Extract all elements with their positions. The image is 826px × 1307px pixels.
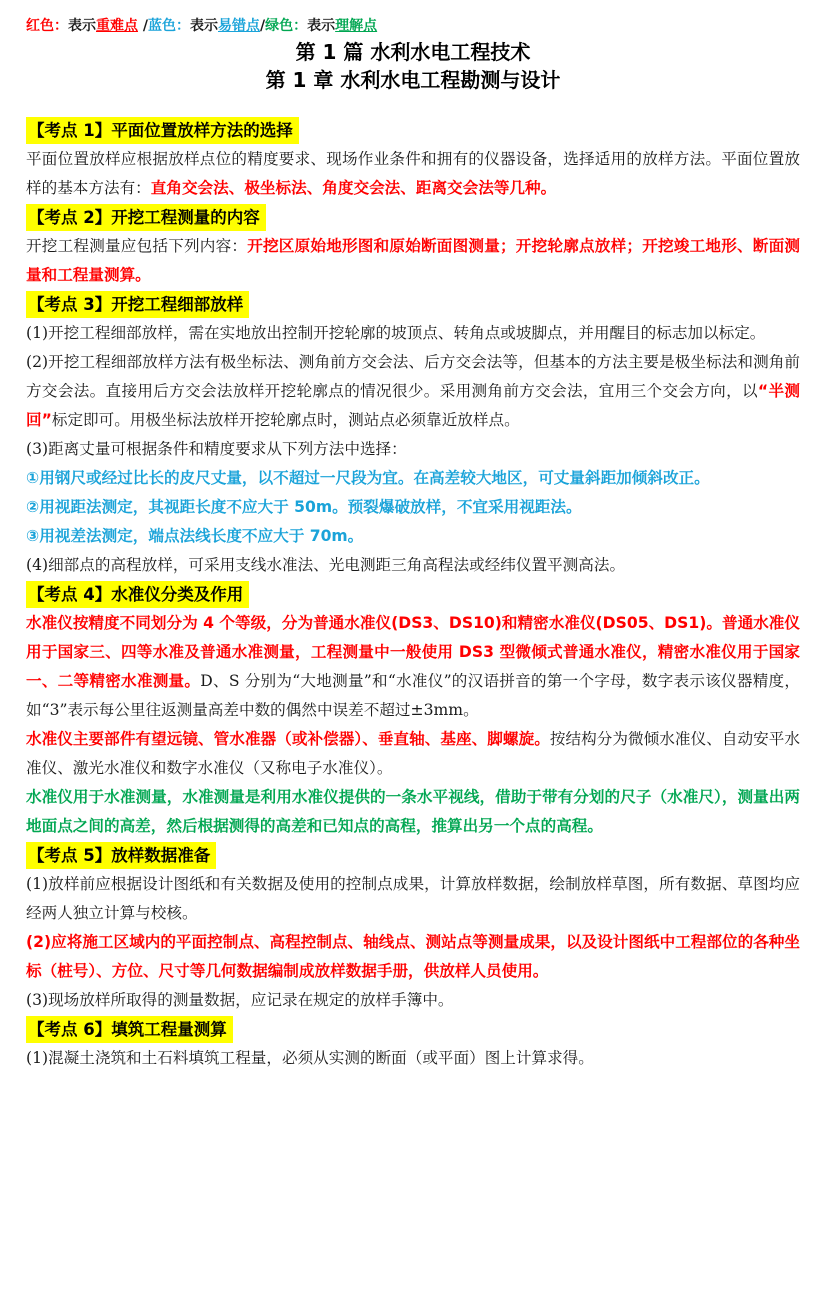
point-2-heading: 【考点 2】开挖工程测量的内容 [26, 204, 266, 231]
legend-green-prefix: 表示 [307, 18, 336, 34]
spacer [26, 94, 800, 116]
point-6-item-1: (1)混凝土浇筑和土石料填筑工程量，必须从实测的断面（或平面）图上计算求得。 [26, 1049, 594, 1067]
point-3-item-2 [26, 348, 800, 435]
point-1-heading: 【考点 1】平面位置放样方法的选择 [26, 117, 299, 144]
legend-blue-term: 易错点 [218, 18, 260, 34]
legend-red-term: 重难点 [96, 18, 138, 34]
point-3-item-3: (3)距离丈量可根据条件和精度要求从下列方法中选择： [26, 440, 407, 458]
point-4-para-2 [26, 725, 800, 783]
point-4-para-1 [26, 609, 800, 725]
point-3-sub-2: ②用视距法测定，其视距长度不应大于 50m。预裂爆破放样，不宜采用视距法。 [26, 498, 582, 516]
point-3-item-2-text-b: 标定即可。用极坐标法放样开挖轮廓点时，测站点必须靠近放样点。 [51, 411, 520, 429]
point-4-heading: 【考点 4】水准仪分类及作用 [26, 581, 249, 608]
legend-sep-1: / [138, 18, 148, 34]
point-4-classification: 水准仪按精度不同划分为 4 个等级，分为普通水准仪(DS3、DS10)和精密水准仪(DS05、DS1)。普通水准仪用于国家三、四等水准及普通水准测量，工程测量中一般使用 DS3 型微倾式普通水准仪，精密水准仪用于国家一、二等精密水准测量。 [26, 614, 800, 690]
point-5-item-2: (2)应将施工区域内的平面控制点、高程控制点、轴线点、测站点等测量成果，以及设计图纸中工程部位的各种坐标（桩号）、方位、尺寸等几何数据编制成放样数据手册，供放样人员使用。 [26, 933, 800, 980]
point-2-key-content: 开挖区原始地形图和原始断面图测量；开挖轮廓点放样；开挖竣工地形、断面测量和工程量测算。 [26, 237, 800, 284]
point-3-sub-3: ③用视差法测定，端点法线长度不应大于 70m。 [26, 527, 364, 545]
point-4-components: 水准仪主要部件有望远镜、管水准器（或补偿器）、垂直轴、基座、脚螺旋。 [26, 730, 550, 748]
chapter-title: 第 1 章 水利水电工程勘测与设计 [265, 68, 561, 92]
point-6-heading: 【考点 6】填筑工程量测算 [26, 1016, 233, 1043]
legend-green-term: 理解点 [335, 18, 378, 34]
legend-red-label: 红色： [26, 18, 68, 34]
point-5-item-1: (1)放样前应根据设计图纸和有关数据及使用的控制点成果，计算放样数据，绘制放样草图，所有数据、草图均应经两人独立计算与校核。 [26, 875, 800, 922]
color-legend [26, 16, 800, 38]
point-4-para-3: 水准仪用于水准测量，水准测量是利用水准仪提供的一条水平视线，借助于带有分划的尺子（水准尺），测量出两地面点之间的高差，然后根据测得的高差和已知点的高程，推算出另一个点的高程。 [26, 788, 800, 835]
legend-red-prefix: 表示 [68, 18, 96, 34]
point-3-item-2-text-a: (2)开挖工程细部放样方法有极坐标法、测角前方交会法、后方交会法等，但基本的方法主要是极坐标法和测角前方交会法。直接用后方交会法放样开挖轮廓点的情况很少。采用测角前方交会法，宜用三个交会方向，以 [26, 353, 800, 400]
point-1-body [26, 145, 800, 203]
legend-blue-label: 蓝色： [148, 18, 190, 34]
point-1-key-methods: 直角交会法、极坐标法、角度交会法、距离交会法等几种。 [150, 179, 557, 197]
legend-green-label: 绿色： [265, 18, 308, 34]
point-3-heading: 【考点 3】开挖工程细部放样 [26, 291, 249, 318]
legend-blue-prefix: 表示 [190, 18, 218, 34]
point-3-item-1: (1)开挖工程细部放样，需在实地放出控制开挖轮廓的坡顶点、转角点或坡脚点，并用醒目的标志加以标定。 [26, 324, 766, 342]
point-3-sub-1: ①用钢尺或经过比长的皮尺丈量，以不超过一尺段为宜。在高差较大地区，可丈量斜距加倾斜改正。 [26, 469, 710, 487]
point-3-item-4: (4)细部点的高程放样，可采用支线水准法、光电测距三角高程法或经纬仪置平测高法。 [26, 556, 626, 574]
part-title: 第 1 篇 水利水电工程技术 [295, 40, 531, 64]
point-4-naming: D、S 分别为“大地测量”和“水准仪”的汉语拼音的第一个字母，数字表示该仪器精度，如“3”表示每公里往返测量高差中数的偶然中误差不超过±3mm。 [26, 672, 800, 719]
point-1-text: 平面位置放样应根据放样点位的精度要求、现场作业条件和拥有的仪器设备，选择适用的放样方法。平面位置放样的基本方法有： [26, 150, 800, 197]
point-4-structure-types: 按结构分为微倾水准仪、自动安平水准仪、激光水准仪和数字水准仪（又称电子水准仪）。 [26, 730, 800, 777]
point-2-text: 开挖工程测量应包括下列内容： [26, 237, 248, 255]
point-3-half-round: “半测回” [26, 382, 800, 429]
point-2-body [26, 232, 800, 290]
legend-sep-2: / [260, 18, 266, 34]
point-5-heading: 【考点 5】放样数据准备 [26, 842, 216, 869]
point-5-item-3: (3)现场放样所取得的测量数据，应记录在规定的放样手簿中。 [26, 991, 454, 1009]
